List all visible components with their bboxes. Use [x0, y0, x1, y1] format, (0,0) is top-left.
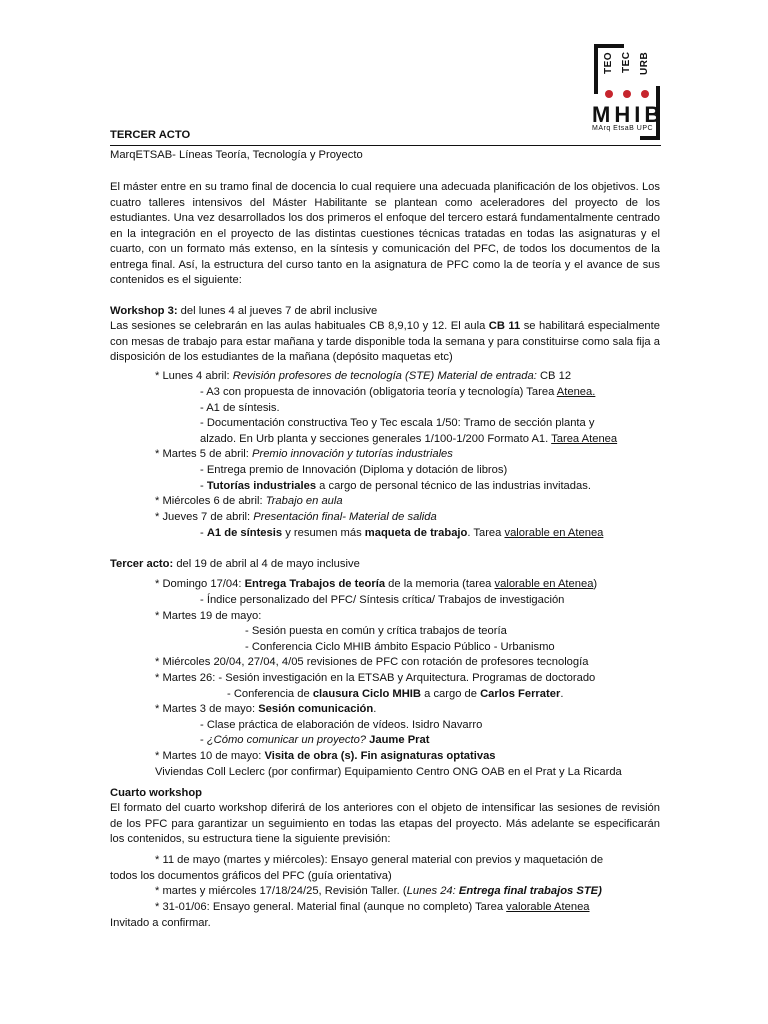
- list-item: [155, 577, 597, 593]
- cuarto-heading: Cuarto workshop: [110, 787, 202, 799]
- text-run: * Martes 10 de mayo:: [155, 750, 265, 762]
- logo-col-label: URB: [639, 52, 650, 76]
- text-run: Entrega Trabajos de teoría: [244, 578, 386, 590]
- text-run: de la memoria (tarea: [385, 578, 495, 590]
- text-run: * Miércoles 6 de abril:: [155, 495, 266, 507]
- text-run: Entrega final trabajos STE): [458, 885, 602, 897]
- text-run: ¿Cómo comunicar un proyecto?: [206, 734, 367, 746]
- list-item: Invitado a confirmar.: [110, 917, 211, 929]
- list-item: - A1 de síntesis.: [200, 402, 280, 414]
- cuarto-description: El formato del cuarto workshop diferirá de los anteriores con el objeto de intensificar las sesiones de revisión de los PFC para garantizar un seguimiento en todas las etapas del proyecto. Más adelante se especificarán los contenidos, su estructura tiene la siguiente previsión:: [110, 802, 660, 845]
- text-run: Tutorías industriales: [206, 480, 317, 492]
- list-item: [200, 432, 617, 448]
- text-run: Visita de obra (s). Fin asignaturas optativas: [264, 750, 496, 762]
- list-item: [155, 749, 496, 765]
- text-run: alzado. En Urb planta y secciones generales 1/100-1/200 Formato A1.: [200, 433, 552, 445]
- list-item: [155, 447, 453, 463]
- text-run: Premio innovación y tutorías industriales: [252, 448, 453, 460]
- list-item: [155, 884, 602, 900]
- list-item: - Conferencia Ciclo MHIB ámbito Espacio Público - Urbanismo: [245, 641, 555, 653]
- logo-col-teo: [602, 52, 616, 102]
- list-item: [155, 900, 590, 916]
- list-item: [200, 526, 603, 542]
- text-run: .: [560, 688, 564, 700]
- logo-name: MHIB: [592, 102, 665, 127]
- atenea-link[interactable]: Atenea.: [556, 386, 596, 398]
- text-run: clausura Ciclo MHIB: [312, 688, 421, 700]
- text-run: se habilitará especialmente con mesas de trabajo para estar mañana y tarde disponible toda la semana y para constituirse como sala fija a disposición de los estudiantes de la mañana (depósito maquetas etc): [110, 320, 660, 363]
- workshop3-dates: del lunes 4 al jueves 7 de abril inclusive: [177, 305, 378, 317]
- list-item: * Miércoles 20/04, 27/04, 4/05 revisiones de PFC con rotación de profesores tecnología: [155, 656, 589, 668]
- red-dot-icon: [605, 90, 613, 98]
- list-item: - Sesión puesta en común y crítica trabajos de teoría: [245, 625, 507, 637]
- list-item: * 11 de mayo (martes y miércoles): Ensayo general material con previos y maquetación de: [155, 854, 604, 866]
- text-run: * Domingo 17/04:: [155, 578, 245, 590]
- tercer-label: Tercer acto:: [110, 558, 174, 570]
- text-run: A1 de síntesis: [206, 527, 283, 539]
- text-run: - A3 con propuesta de innovación (obligatoria teoría y tecnología) Tarea: [200, 386, 557, 398]
- list-item: - Documentación constructiva Teo y Tec escala 1/50: Tramo de sección planta y: [200, 417, 595, 429]
- text-run: * Lunes 4 abril:: [155, 370, 233, 382]
- list-item: - Índice personalizado del PFC/ Síntesis crítica/ Trabajos de investigación: [200, 594, 565, 606]
- text-run: * 31-01/06: Ensayo general. Material final (aunque no completo) Tarea: [155, 901, 507, 913]
- intro-paragraph: El máster entre en su tramo final de docencia lo cual requiere una adecuada planificación de los objetivos. Los cuatro talleres intensivos del Máster Habilitante se plantean como aceleradores del proyecto de los estudiantes. Una vez desarrollados los dos primeros el enfoque del tercero estará fundamentalmente centrado en la integración en el proyecto de las distintas cuestiones técnicas tratadas en todas las asignaturas y el cuarto, con un formato más extenso, en la síntesis y comunicación del PFC, de todos los documentos de la entrega final. Así, la estructura del curso tanto en la asignatura de PFC como la de teoría y el avance de sus contenidos es el siguiente:: [110, 181, 660, 286]
- atenea-link[interactable]: valorable Atenea: [506, 901, 590, 913]
- logo-col-tec: [620, 52, 634, 102]
- atenea-link[interactable]: Tarea Atenea: [551, 433, 618, 445]
- text-run: maqueta de trabajo: [364, 527, 468, 539]
- text-run: a cargo de personal técnico de las industrias invitadas.: [316, 480, 591, 492]
- header-divider: [110, 145, 661, 146]
- text-run: a cargo de: [421, 688, 481, 700]
- text-run: .: [373, 703, 377, 715]
- list-item: [155, 510, 437, 526]
- mhib-logo: [592, 44, 665, 134]
- text-run: Revisión profesores de tecnología (STE) Material de entrada:: [232, 370, 540, 382]
- text-run: Las sesiones se celebrarán en las aulas habituales CB 8,9,10 y 12. El aula: [110, 320, 489, 332]
- list-item: [155, 702, 376, 718]
- workshop3-label: Workshop 3:: [110, 305, 178, 317]
- list-item: - Clase práctica de elaboración de vídeos. Isidro Navarro: [200, 719, 483, 731]
- logo-col-label: TEO: [603, 52, 614, 75]
- list-item: [200, 479, 591, 495]
- red-dot-icon: [641, 90, 649, 98]
- list-item: - Entrega premio de Innovación (Diploma y dotación de libros): [200, 464, 508, 476]
- text-run: CB 11: [488, 320, 521, 332]
- list-item: todos los documentos gráficos del PFC (guía orientativa): [110, 870, 392, 882]
- text-run: -: [200, 527, 207, 539]
- text-run: Lunes 24:: [406, 885, 459, 897]
- text-run: Carlos Ferrater: [480, 688, 561, 700]
- list-item: * Martes 26: - Sesión investigación en la ETSAB y Arquitectura. Programas de doctorado: [155, 672, 596, 684]
- text-run: CB 12: [539, 370, 572, 382]
- logo-bracket: [640, 136, 660, 140]
- list-item: [200, 733, 429, 749]
- text-run: * Jueves 7 de abril:: [155, 511, 254, 523]
- list-item: [155, 369, 571, 385]
- text-run: ): [593, 578, 598, 590]
- document-title: TERCER ACTO: [110, 129, 191, 141]
- text-run: -: [200, 734, 207, 746]
- list-item: Viviendas Coll Leclerc (por confirmar) Equipamiento Centro ONG OAB en el Prat y La Ricarda: [155, 766, 622, 778]
- text-run: * martes y miércoles 17/18/24/25, Revisión Taller. (: [155, 885, 407, 897]
- text-run: * Martes 3 de mayo:: [155, 703, 259, 715]
- tercer-dates: del 19 de abril al 4 de mayo inclusive: [173, 558, 360, 570]
- workshop3-description: [110, 319, 660, 366]
- text-run: Jaume Prat: [366, 734, 430, 746]
- tercer-heading: [110, 557, 360, 573]
- logo-subtitle: MArq EtsaB UPC: [592, 125, 654, 132]
- list-item: [155, 494, 343, 510]
- list-item: * Martes 19 de mayo:: [155, 610, 262, 622]
- logo-bracket: [594, 44, 624, 48]
- text-run: . Tarea: [467, 527, 505, 539]
- list-item: [200, 385, 595, 401]
- text-run: Presentación final- Material de salida: [253, 511, 437, 523]
- workshop3-heading: [110, 304, 377, 320]
- text-run: -: [200, 480, 207, 492]
- list-item: [227, 687, 563, 703]
- logo-bracket: [594, 44, 598, 94]
- text-run: * Martes 5 de abril:: [155, 448, 253, 460]
- logo-col-urb: [638, 52, 652, 102]
- text-run: y resumen más: [282, 527, 365, 539]
- text-run: Trabajo en aula: [265, 495, 343, 507]
- logo-col-label: TEC: [621, 52, 632, 74]
- text-run: - Conferencia de: [227, 688, 313, 700]
- text-run: Sesión comunicación: [258, 703, 374, 715]
- red-dot-icon: [623, 90, 631, 98]
- atenea-link[interactable]: valorable en Atenea: [504, 527, 604, 539]
- document-subtitle: MarqETSAB- Líneas Teoría, Tecnología y Proyecto: [110, 149, 363, 161]
- atenea-link[interactable]: valorable en Atenea: [494, 578, 594, 590]
